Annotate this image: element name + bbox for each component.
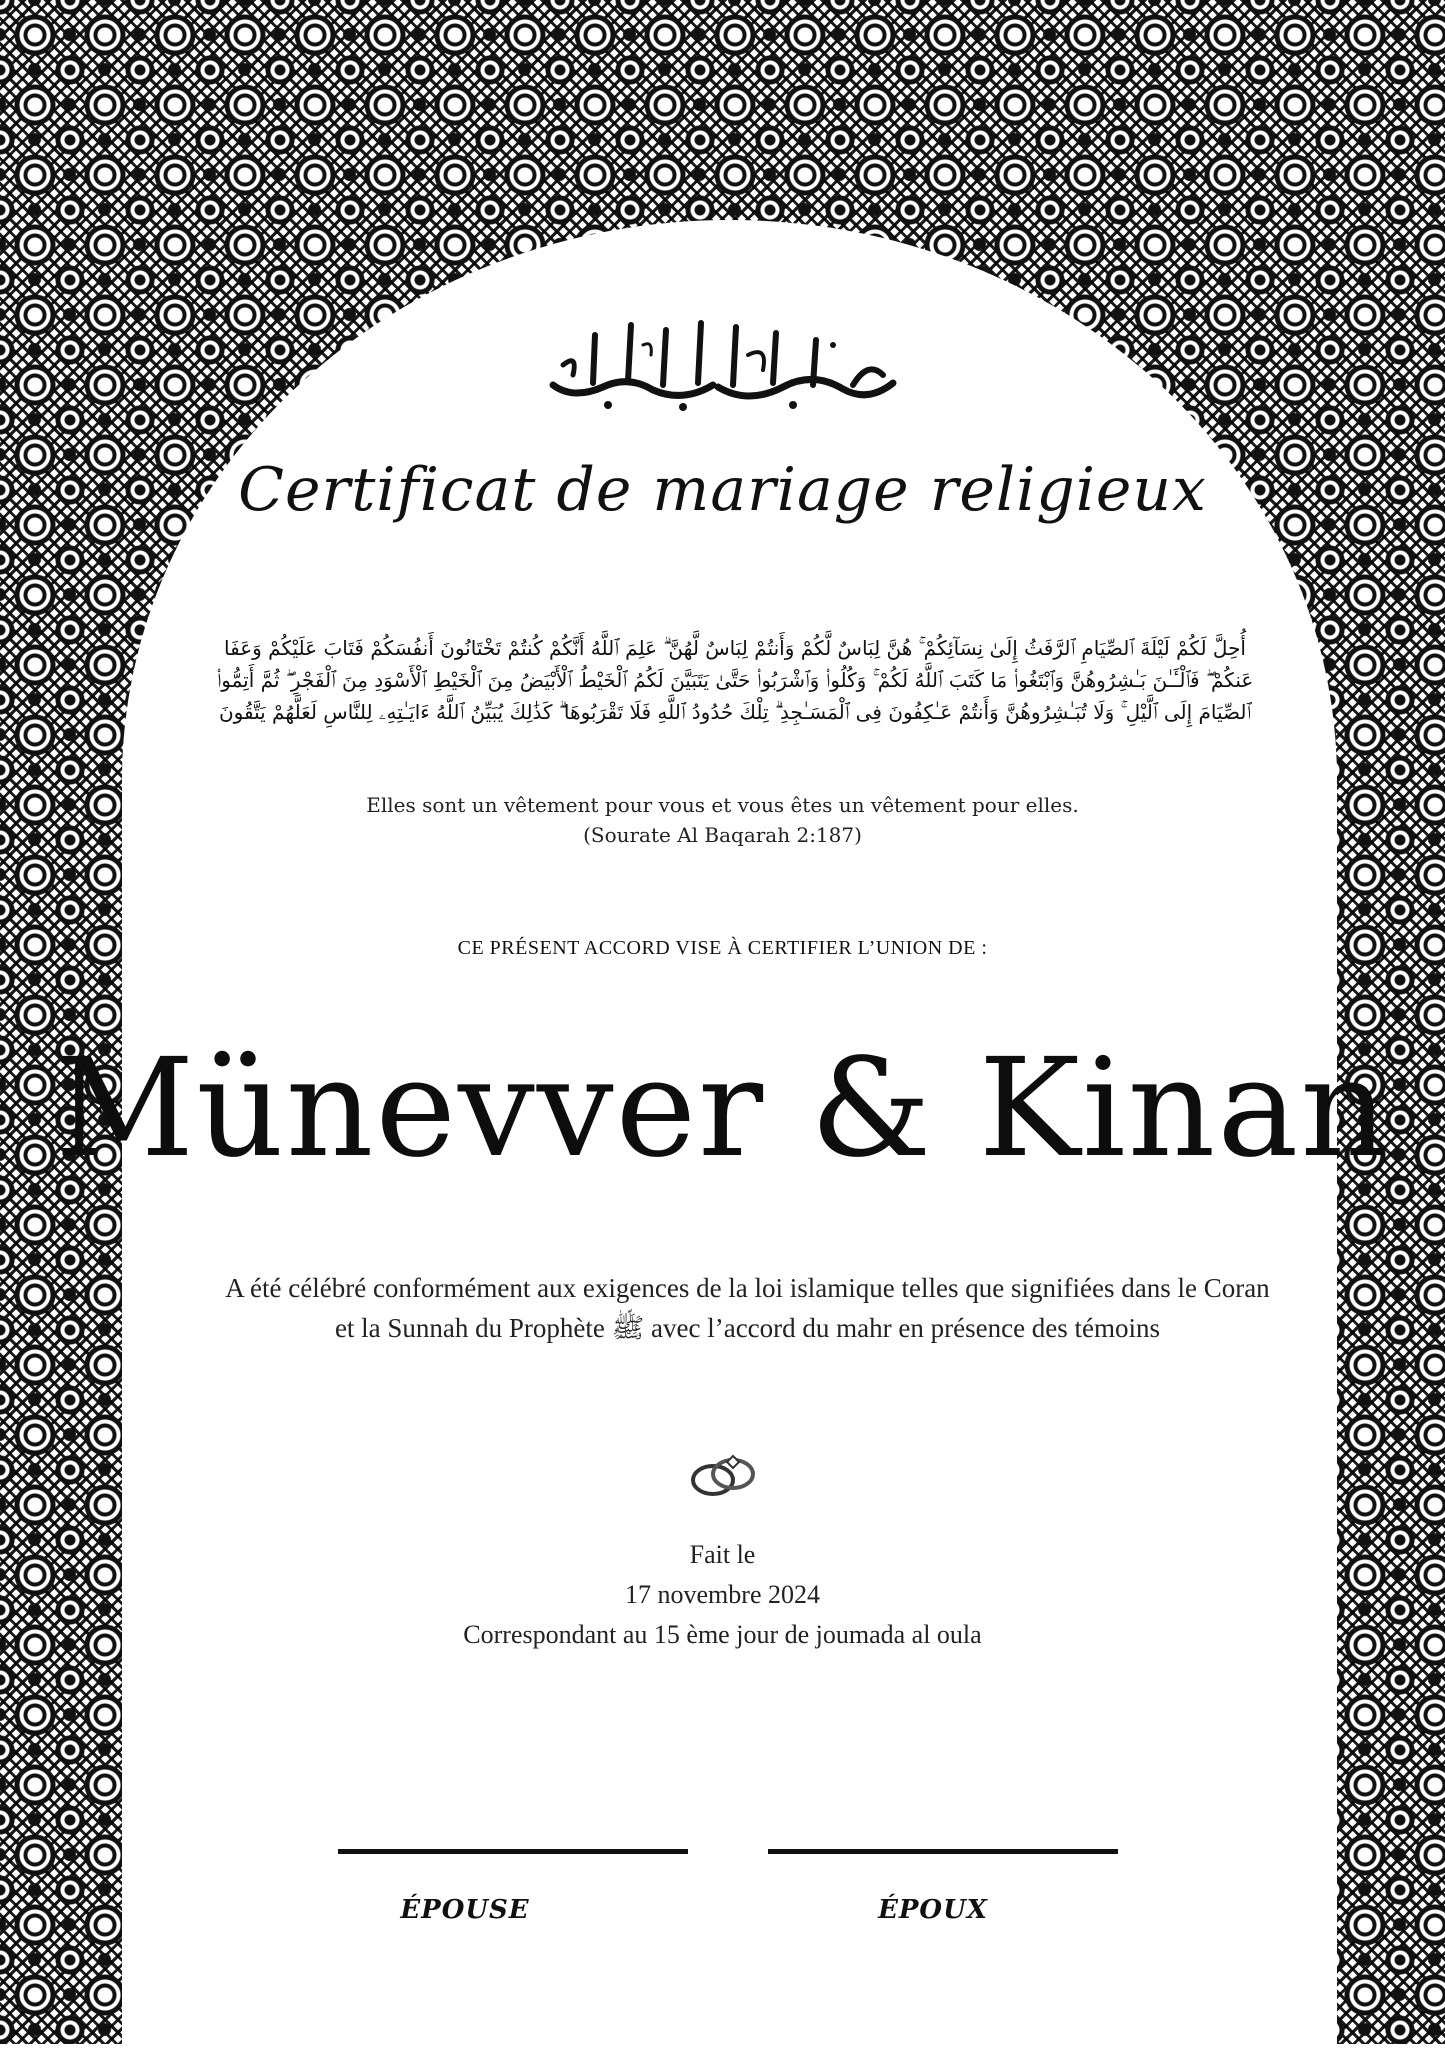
quran-verse-arabic: أُحِلَّ لَكُمْ لَيْلَةَ ٱلصِّيَامِ ٱلرَّفَثُ إِلَىٰ نِسَآئِكُمْ ۚ هُنَّ لِبَاسٌ لَّكُمْ وَأَنتُمْ لِبَاسٌ لَّهُنَّ ۗ عَلِمَ ٱللَّهُ أَنَّكُمْ كُنتُمْ تَخْتَانُونَ أَنفُسَكُمْ فَتَابَ عَلَيْكُمْ وَعَفَا عَنكُمْ ۖ فَٱلْـَٔـٰنَ بَـٰشِرُوهُنَّ وَٱبْتَغُوا۟ مَا كَتَبَ ٱللَّهُ لَكُمْ ۚ وَكُلُوا۟ وَٱشْرَبُوا۟ حَتَّىٰ يَتَبَيَّنَ لَكُمُ ٱلْخَيْطُ ٱلْأَبْيَضُ مِنَ ٱلْخَيْطِ ٱلْأَسْوَدِ مِنَ ٱلْفَجْرِ ۖ ثُمَّ أَتِمُّوا۟ ٱلصِّيَامَ إِلَى ٱلَّيْلِ ۚ وَلَا تُبَـٰشِرُوهُنَّ وَأَنتُمْ عَـٰكِفُونَ فِى ٱلْمَسَـٰجِدِ ۗ تِلْكَ حُدُودُ ٱللَّهِ فَلَا تَقْرَبُوهَا ۗ كَذَٰلِكَ يُبَيِّنُ ٱللَّهُ ءَايَـٰتِهِۦ لِلنَّاسِ لَعَلَّهُمْ يَتَّقُونَ xyxy=(216,636,1254,724)
basmala-calligraphy xyxy=(0,305,1445,415)
quote-reference: (Sourate Al Baqarah 2:187) xyxy=(583,823,862,847)
quote-french: Elles sont un vêtement pour vous et vous êtes un vêtement pour elles. xyxy=(366,793,1079,817)
couple-names: Münevver & Kinan xyxy=(55,1030,1390,1188)
signature-label-groom: ÉPOUX xyxy=(878,1895,988,1925)
date-label: Fait le xyxy=(689,1540,756,1569)
union-intro: CE PRÉSENT ACCORD VISE À CERTIFIER L’UNION DE : xyxy=(457,937,988,959)
basmala-calligraphy-icon xyxy=(533,305,913,415)
wedding-rings-icon xyxy=(0,1450,1445,1504)
certificate-title: Certificat de mariage religieux xyxy=(238,455,1207,525)
quote-block xyxy=(0,790,1445,850)
celebration-statement: A été célébré conformément aux exigences de la loi islamique telles que signifiées dans le Coran et la Sunnah du Prophète ﷺ avec l’accord du mahr en présence des témoins xyxy=(225,1273,1270,1343)
signature-line-groom xyxy=(768,1849,1118,1854)
signature-label-bride: ÉPOUSE xyxy=(400,1895,530,1925)
date-gregorian: 17 novembre 2024 xyxy=(625,1580,820,1609)
date-hijri: Correspondant au 15 ème jour de joumada al oula xyxy=(463,1620,982,1649)
signature-line-bride xyxy=(338,1849,688,1854)
date-block xyxy=(0,1535,1445,1655)
